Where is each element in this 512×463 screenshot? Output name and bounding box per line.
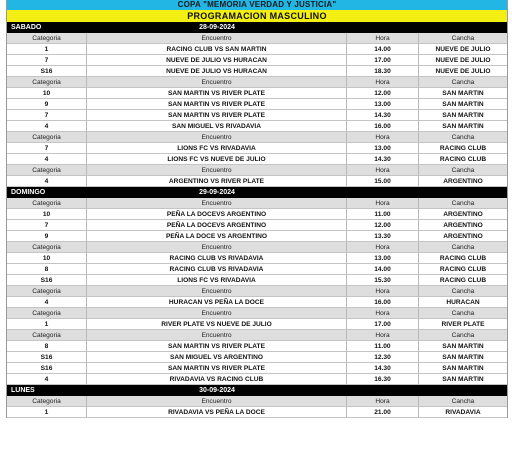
header-encuentro: Encuentro [87, 308, 347, 319]
match-encuentro: SAN MARTIN VS RIVER PLATE [87, 363, 347, 374]
match-encuentro: SAN MIGUEL VS RIVADAVIA [87, 121, 347, 132]
match-row [7, 44, 507, 55]
match-categoria: 9 [7, 99, 87, 110]
match-categoria: 7 [7, 55, 87, 66]
day-spacer [347, 22, 419, 33]
match-row [7, 55, 507, 66]
match-hora: 12.00 [347, 88, 419, 99]
match-encuentro: PEÑA LA DOCEVS ARGENTINO [87, 220, 347, 231]
day-spacer [419, 187, 507, 198]
match-hora: 14.00 [347, 264, 419, 275]
match-cancha: ARGENTINO [419, 209, 507, 220]
match-hora: 15.30 [347, 275, 419, 286]
header-cancha: Cancha [419, 330, 507, 341]
match-cancha: RIVADAVIA [419, 407, 507, 418]
match-categoria: 8 [7, 264, 87, 275]
header-cancha: Cancha [419, 165, 507, 176]
header-hora: Hora [347, 396, 419, 407]
header-encuentro: Encuentro [87, 33, 347, 44]
match-hora: 17.00 [347, 319, 419, 330]
match-row [7, 88, 507, 99]
match-cancha: SAN MARTIN [419, 88, 507, 99]
match-hora: 14.30 [347, 110, 419, 121]
match-cancha: ARGENTINO [419, 220, 507, 231]
header-cancha: Cancha [419, 396, 507, 407]
header-encuentro: Encuentro [87, 286, 347, 297]
match-categoria: 1 [7, 407, 87, 418]
match-cancha: SAN MARTIN [419, 99, 507, 110]
match-encuentro: PEÑA LA DOCEVS ARGENTINO [87, 209, 347, 220]
match-categoria: S16 [7, 275, 87, 286]
match-categoria: 4 [7, 154, 87, 165]
header-hora: Hora [347, 165, 419, 176]
header-hora: Hora [347, 77, 419, 88]
match-row [7, 231, 507, 242]
match-row [7, 253, 507, 264]
match-encuentro: NUEVE DE JULIO VS HURACAN [87, 55, 347, 66]
match-cancha: SAN MARTIN [419, 363, 507, 374]
match-row [7, 407, 507, 418]
match-encuentro: SAN MARTIN VS RIVER PLATE [87, 110, 347, 121]
day-date: 30-09-2024 [87, 385, 347, 396]
match-encuentro: SAN MARTIN VS RIVER PLATE [87, 88, 347, 99]
match-encuentro: PEÑA LA DOCE VS ARGENTINO [87, 231, 347, 242]
match-cancha: RIVER PLATE [419, 319, 507, 330]
column-header-row [7, 286, 507, 297]
program-subtitle: PROGRAMACION MASCULINO [7, 10, 507, 22]
column-header-row [7, 308, 507, 319]
day-date: 28-09-2024 [87, 22, 347, 33]
match-encuentro: LIONS FC VS RIVADAVIA [87, 143, 347, 154]
match-hora: 11.00 [347, 209, 419, 220]
match-categoria: 4 [7, 176, 87, 187]
header-categoria: Categoria [7, 286, 87, 297]
match-encuentro: HURACAN VS PEÑA LA DOCE [87, 297, 347, 308]
match-row [7, 264, 507, 275]
match-encuentro: RIVADAVIA VS RACING CLUB [87, 374, 347, 385]
day-spacer [347, 385, 419, 396]
match-row [7, 176, 507, 187]
column-header-row [7, 132, 507, 143]
header-categoria: Categoria [7, 77, 87, 88]
match-categoria: 10 [7, 88, 87, 99]
header-encuentro: Encuentro [87, 132, 347, 143]
match-hora: 17.00 [347, 55, 419, 66]
match-cancha: NUEVE DE JULIO [419, 55, 507, 66]
match-encuentro: RIVER PLATE VS NUEVE DE JULIO [87, 319, 347, 330]
match-hora: 13.30 [347, 231, 419, 242]
match-cancha: NUEVE DE JULIO [419, 66, 507, 77]
match-categoria: 1 [7, 44, 87, 55]
match-cancha: SAN MARTIN [419, 341, 507, 352]
match-cancha: RACING CLUB [419, 253, 507, 264]
match-hora: 16.00 [347, 297, 419, 308]
match-categoria: 10 [7, 253, 87, 264]
match-encuentro: SAN MARTIN VS RIVER PLATE [87, 341, 347, 352]
match-row [7, 66, 507, 77]
header-encuentro: Encuentro [87, 198, 347, 209]
match-hora: 15.00 [347, 176, 419, 187]
header-cancha: Cancha [419, 242, 507, 253]
match-encuentro: LIONS FC VS NUEVE DE JULIO [87, 154, 347, 165]
match-hora: 18.30 [347, 66, 419, 77]
header-cancha: Cancha [419, 77, 507, 88]
match-encuentro: NUEVE DE JULIO VS HURACAN [87, 66, 347, 77]
match-row [7, 99, 507, 110]
match-encuentro: RACING CLUB VS RIVADAVIA [87, 264, 347, 275]
match-hora: 14.00 [347, 44, 419, 55]
column-header-row [7, 396, 507, 407]
day-name: DOMINGO [7, 187, 87, 198]
match-cancha: RACING CLUB [419, 154, 507, 165]
header-encuentro: Encuentro [87, 242, 347, 253]
header-categoria: Categoria [7, 33, 87, 44]
header-encuentro: Encuentro [87, 396, 347, 407]
match-cancha: SAN MARTIN [419, 352, 507, 363]
match-cancha: NUEVE DE JULIO [419, 44, 507, 55]
match-row [7, 363, 507, 374]
match-row [7, 319, 507, 330]
header-hora: Hora [347, 330, 419, 341]
column-header-row [7, 330, 507, 341]
header-categoria: Categoria [7, 198, 87, 209]
match-categoria: 9 [7, 231, 87, 242]
header-categoria: Categoria [7, 242, 87, 253]
match-encuentro: LIONS FC VS RIVADAVIA [87, 275, 347, 286]
match-categoria: 8 [7, 341, 87, 352]
header-cancha: Cancha [419, 286, 507, 297]
match-cancha: RACING CLUB [419, 275, 507, 286]
match-cancha: SAN MARTIN [419, 374, 507, 385]
match-row [7, 374, 507, 385]
match-row [7, 275, 507, 286]
day-spacer [347, 187, 419, 198]
match-cancha: ARGENTINO [419, 176, 507, 187]
header-categoria: Categoria [7, 308, 87, 319]
tournament-title: COPA "MEMORIA VERDAD Y JUSTICIA" [7, 0, 507, 10]
match-categoria: S16 [7, 66, 87, 77]
match-row [7, 352, 507, 363]
match-hora: 12.00 [347, 220, 419, 231]
match-hora: 14.30 [347, 154, 419, 165]
column-header-row [7, 242, 507, 253]
match-hora: 21.00 [347, 407, 419, 418]
match-hora: 13.00 [347, 99, 419, 110]
match-hora: 16.30 [347, 374, 419, 385]
match-encuentro: SAN MARTIN VS RIVER PLATE [87, 99, 347, 110]
column-header-row [7, 198, 507, 209]
match-hora: 13.00 [347, 143, 419, 154]
match-encuentro: ARGENTINO VS RIVER PLATE [87, 176, 347, 187]
day-header-row [7, 22, 507, 33]
match-categoria: 4 [7, 121, 87, 132]
column-header-row [7, 33, 507, 44]
header-encuentro: Encuentro [87, 330, 347, 341]
match-row [7, 297, 507, 308]
header-categoria: Categoria [7, 396, 87, 407]
match-row [7, 154, 507, 165]
match-row [7, 341, 507, 352]
header-cancha: Cancha [419, 33, 507, 44]
match-cancha: ARGENTINO [419, 231, 507, 242]
match-categoria: 1 [7, 319, 87, 330]
match-row [7, 143, 507, 154]
match-cancha: SAN MARTIN [419, 121, 507, 132]
header-hora: Hora [347, 132, 419, 143]
match-cancha: RACING CLUB [419, 264, 507, 275]
match-categoria: S16 [7, 352, 87, 363]
header-hora: Hora [347, 198, 419, 209]
match-categoria: 7 [7, 143, 87, 154]
schedule-table [7, 22, 507, 418]
day-name: SABADO [7, 22, 87, 33]
column-header-row [7, 77, 507, 88]
match-row [7, 220, 507, 231]
day-spacer [419, 22, 507, 33]
header-encuentro: Encuentro [87, 77, 347, 88]
header-cancha: Cancha [419, 308, 507, 319]
header-categoria: Categoria [7, 330, 87, 341]
match-row [7, 121, 507, 132]
match-encuentro: SAN MIGUEL VS ARGENTINO [87, 352, 347, 363]
match-cancha: RACING CLUB [419, 143, 507, 154]
match-hora: 14.30 [347, 363, 419, 374]
day-spacer [419, 385, 507, 396]
column-header-row [7, 165, 507, 176]
match-row [7, 209, 507, 220]
match-categoria: 10 [7, 209, 87, 220]
header-hora: Hora [347, 242, 419, 253]
match-hora: 16.00 [347, 121, 419, 132]
match-cancha: HURACAN [419, 297, 507, 308]
match-categoria: 4 [7, 297, 87, 308]
header-categoria: Categoria [7, 165, 87, 176]
match-categoria: 4 [7, 374, 87, 385]
match-row [7, 110, 507, 121]
match-hora: 12.30 [347, 352, 419, 363]
match-hora: 13.00 [347, 253, 419, 264]
match-encuentro: RIVADAVIA VS PEÑA LA DOCE [87, 407, 347, 418]
day-date: 29-09-2024 [87, 187, 347, 198]
match-encuentro: RACING CLUB VS SAN MARTIN [87, 44, 347, 55]
header-cancha: Cancha [419, 132, 507, 143]
match-categoria: 7 [7, 110, 87, 121]
schedule-sheet [6, 0, 508, 418]
header-hora: Hora [347, 286, 419, 297]
header-encuentro: Encuentro [87, 165, 347, 176]
match-cancha: SAN MARTIN [419, 110, 507, 121]
day-name: LUNES [7, 385, 87, 396]
header-hora: Hora [347, 33, 419, 44]
header-categoria: Categoria [7, 132, 87, 143]
match-encuentro: RACING CLUB VS RIVADAVIA [87, 253, 347, 264]
match-categoria: 7 [7, 220, 87, 231]
day-header-row [7, 385, 507, 396]
match-hora: 11.00 [347, 341, 419, 352]
day-header-row [7, 187, 507, 198]
header-hora: Hora [347, 308, 419, 319]
match-categoria: S16 [7, 363, 87, 374]
header-cancha: Cancha [419, 198, 507, 209]
